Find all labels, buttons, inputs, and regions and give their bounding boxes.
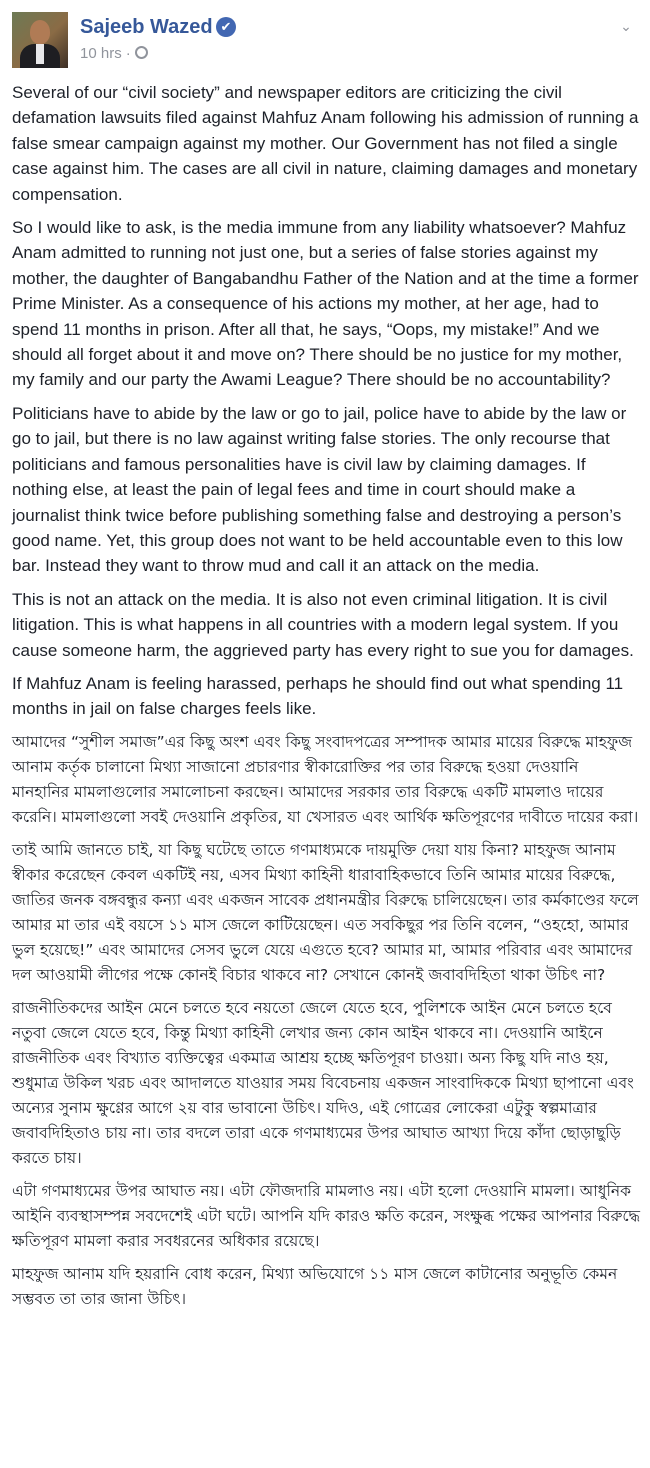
post-body bbox=[12, 80, 640, 1320]
post-paragraph-bangla: রাজনীতিকদের আইন মেনে চলতে হবে নয়তো জেলে যেতে হবে, পুলিশকে আইন মেনে চলতে হবে নতুবা জেলে যেতে হবে, কিন্তু মিথ্যা কাহিনী লেখার জন্য কোন আইন থাকবে না। দেওয়ানি আইনে রাজনীতিক এবং বিখ্যাত ব্যক্তিত্বের একমাত্র আশ্রয় হচ্ছে ক্ষতিপূরণ চাওয়া। অন্য কিছু যদি নাও হয়, শুধুমাত্র উকিল খরচ এবং আদালতে যাওয়ার সময় বিবেচনায় একজন সাংবাদিককে মিথ্যা ছাপানো এবং অন্যের সুনাম ক্ষুণ্ণের আগে ২য় বার ভাবানো উচিৎ। যদিও, এই গোত্রের লোকেরা এটুকু স্বল্পমাত্রার জবাবদিহিতাও চায় না। তার বদলে তারা একে গণমাধ্যমের উপর আঘাত আখ্যা দিয়ে কাঁদা ছোড়াছুড়ি করতে চায়। bbox=[12, 998, 634, 1167]
post-paragraph-bangla: মাহফুজ আনাম যদি হয়রানি বোধ করেন, মিথ্যা অভিযোগে ১১ মাস জেলে কাটানোর অনুভূতি কেমন সম্ভবত তা তার জানা উচিৎ। bbox=[12, 1264, 618, 1308]
post-paragraph: If Mahfuz Anam is feeling harassed, perhaps he should find out what spending 11 months in jail on false charges feels like. bbox=[12, 673, 624, 719]
post-paragraph: Several of our “civil society” and newspaper editors are criticizing the civil defamation lawsuits filed against Mahfuz Anam following his admission of running a false smear campaign against my mother. Our Government has not filed a single case against him. The cases are all civil in nature, claiming damages and monetary compensation. bbox=[12, 83, 639, 204]
post-paragraph: So I would like to ask, is the media immune from any liability whatsoever? Mahfuz Anam admitted to running not just one, but a series of false stories against my mother, the daughter of Bangabandhu Father of the Nation and at the time a former Prime Minister. As a consequence of his actions my mother, at her age, had to spend 11 months in prison. After all that, he says, “Oops, my mistake!” And we should all forget about it and move on? There should be no justice for my mother, my family and our party the Awami League? There should be no accountability? bbox=[12, 218, 639, 390]
post-header bbox=[12, 12, 638, 68]
author-name[interactable]: Sajeeb Wazed bbox=[80, 16, 213, 38]
post-paragraph: This is not an attack on the media. It is also not even criminal litigation. It is civil litigation. This is what happens in all countries with a modern legal system. If you cause someone harm, the aggrieved party has every right to sue you for damages. bbox=[12, 589, 634, 660]
post-timestamp[interactable]: 10 hrs bbox=[80, 45, 122, 62]
chevron-down-icon[interactable]: ⌄ bbox=[620, 18, 632, 34]
post-paragraph-bangla: এটা গণমাধ্যমের উপর আঘাত নয়। এটা ফৌজদারি মামলাও নয়। এটা হলো দেওয়ানি মামলা। আধুনিক আইনি ব্যবস্থাসম্পন্ন সবদেশেই এটা ঘটে। আপনি যদি কারও ক্ষতি করেন, সংক্ষুব্ধ পক্ষের আপনার বিরুদ্ধে ক্ষতিপূরণ মামলা করার সবধরনের অধিকার রয়েছে। bbox=[12, 1181, 640, 1250]
post-paragraph-bangla: আমাদের “সুশীল সমাজ”এর কিছু অংশ এবং কিছু সংবাদপত্রের সম্পাদক আমার মায়ের বিরুদ্ধে মাহফুজ আনাম কর্তৃক চালানো মিথ্যা সাজানো প্রচারণার স্বীকারোক্তির পর তার বিরুদ্ধে হওয়া দেওয়ানি মানহানির মামলাগুলোর সমালোচনা করছেন। আমাদের সরকার তার বিরুদ্ধে একটি মামলাও দায়ের করেনি। মামলাগুলো সবই দেওয়ানি প্রকৃতির, যা খেসারত এবং আর্থিক ক্ষতিপূরণের দাবীতে দায়ের করা। bbox=[12, 732, 639, 826]
author-avatar[interactable] bbox=[12, 12, 68, 68]
meta-separator: · bbox=[125, 45, 131, 62]
post-meta bbox=[80, 44, 148, 64]
post-paragraph: Politicians have to abide by the law or go to jail, police have to abide by the law or go to jail, but there is no law against writing false stories. The only recourse that politicians and famous personalities have is civil law by claiming damages. If nothing else, at least the pain of legal fees and time in court should make a journalist think twice before publishing something false and destroying a person’s good name. Yet, this group does not want to be held accountable even to this low bar. Instead they want to throw mud and call it an attack on the media. bbox=[12, 403, 627, 576]
verified-check-icon: ✔ bbox=[216, 17, 236, 37]
post-paragraph-bangla: তাই আমি জানতে চাই, যা কিছু ঘটেছে তাতে গণমাধ্যমকে দায়মুক্তি দেয়া যায় কিনা? মাহফুজ আনাম স্বীকার করেছেন কেবল একটিই নয়, এসব মিথ্যা কাহিনী ধারাবাহিকভাবে তিনি আমার মায়ের বিরুদ্ধে, জাতির জনক বঙ্গবন্ধুর কন্যা এবং একজন সাবেক প্রধানমন্ত্রীর বিরুদ্ধে চালিয়েছেন। তার কর্মকাণ্ডের ফলে আমার মা তার এই বয়সে ১১ মাস জেলে কাটিয়েছেন। এত সবকিছুর পর তিনি বলেন, “ওহহো, আমার ভুল হয়েছে!” এবং আমাদের সেসব ভুলে যেয়ে এগুতে হবে? আমার মা, আমার পরিবার এবং আমাদের দল আওয়ামী লীগের পক্ষে কোনই বিচার থাকবে না? সেখানে কোনই জবাবদিহিতা থাকা উচিৎ না? bbox=[12, 840, 639, 984]
globe-icon[interactable] bbox=[135, 46, 148, 59]
